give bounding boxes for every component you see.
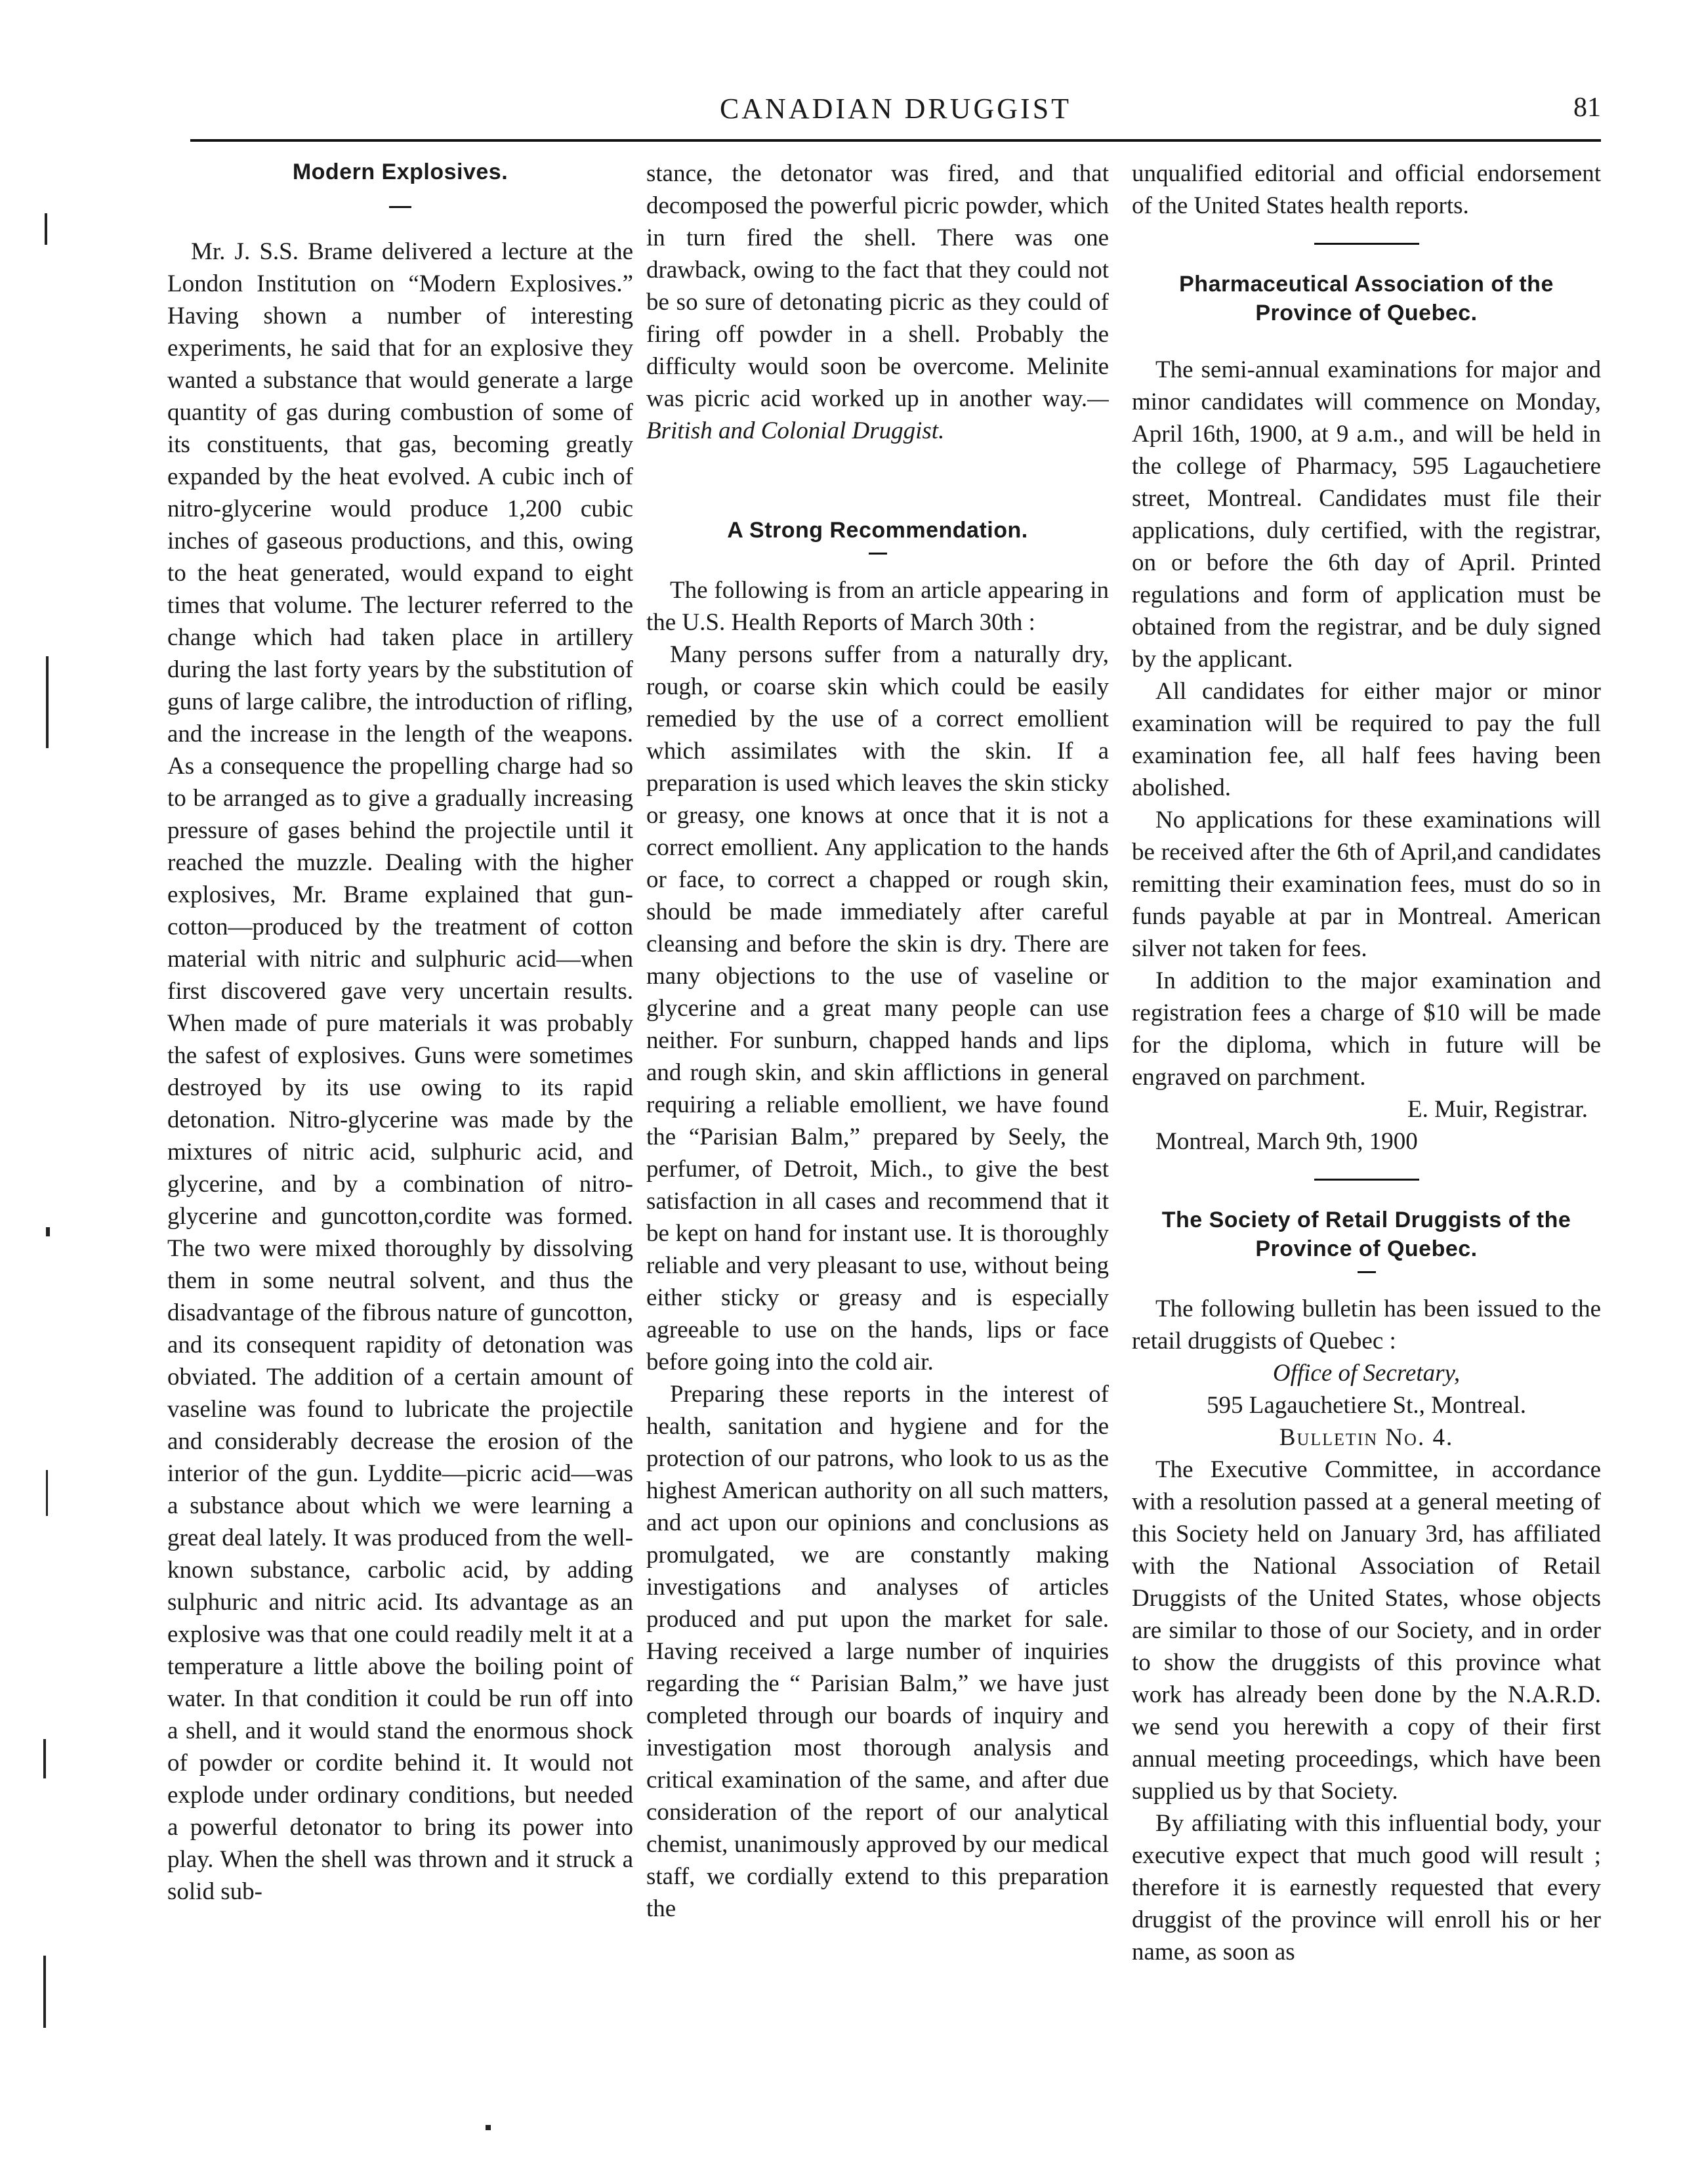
scan-mark [46,1227,50,1236]
article-heading-society-retail-druggists: The Society of Retail Druggists of the Province of Quebec. [1161,1208,1571,1261]
article-heading-modern-explosives: Modern Explosives. [292,159,509,184]
divider [1314,243,1419,245]
bulletin-line: Bulletin No. 4. [1279,1424,1454,1451]
paragraph: The semi-annual examinations for major and minor candidates will commence on Monday, April 16th, 1900, at 9 a.m., and will be held in the college of Pharmacy, 595 Lagauchetiere street, Montreal. Candidates must file their applications, duly certified, with the registrar, on or before the 6th day of April. Printed regulations and form of application must be obtained from the registrar, and be duly signed by the applicant. [1132,356,1601,673]
paragraph: No applications for these examinations will be received after the 6th of April,and candidates remitting their examination fees, must do so in funds payable at par in Montreal. American silver not taken for fees. [1132,807,1601,962]
column-1 [167,158,633,2139]
scan-mark [46,656,49,748]
paragraph: By affiliating with this influential body, your executive expect that much good will result ; therefore it is earnestly requested that every druggist of the province will enroll his or her name, as soon as [1132,1810,1601,1965]
header-rule [190,139,1601,142]
dateline: Montreal, March 9th, 1900 [1155,1128,1418,1155]
article-body: Mr. J. S.S. Brame delivered a lecture at the London Institution on “Modern Explosives.” Having shown a number of interesting experiments, he said that for an explosive they wanted a substance that would generate a large quantity of gas during combustion of some of its constituents, that gas, becoming greatly expanded by the heat evolved. A cubic inch of nitro-glycerine would produce 1,200 cubic inches of gaseous productions, and this, owing to the heat generated, would expand to eight times that volume. The lecturer referred to the change which had taken place in artillery during the last forty years by the substitution of guns of large calibre, the introduction of rifling, and the increase in the length of the weapons. As a consequence the propelling charge had so to be arranged as to give a gradually increasing pressure of gases behind the projectile until it reached the muzzle. Dealing with the higher explosives, Mr. Brame explained that gun-cotton—produced by the treatment of cotton material with nitric and sulphuric acid—when first discovered gave very uncertain results. When made of pure materials it was probably the safest of explosives. Guns were sometimes destroyed by its use owing to its rapid detonation. Nitro-glycerine was made by the mixtures of nitric acid, sulphuric acid, and glycerine, and by a combination of nitro-glycerine and guncotton,cordite was formed. The two were mixed thoroughly by dissolving them in some neutral solvent, and thus the disadvantage of the fibrous nature of guncotton, and its consequent rapidity of detonation was obviated. The addition of a certain amount of vaseline was found to lubricate the projectile and considerably decrease the erosion of the interior of the gun. Lyddite—picric acid—was a substance about which we were learning a great deal lately. It was produced from the well-known substance, carbolic acid, by adding sulphuric and nitric acid. Its advantage as an explosive was that one could readily melt it at a temperature a little above the boiling point of water. In that condition it could be run off into a shell, and it would stand the enormous shock of powder or cordite behind it. It would not explode under ordinary conditions, but needed a powerful detonator to bring its power into play. When the shell was thrown and it struck a solid sub- [167,238,633,1905]
column-3 [1132,158,1601,2139]
paragraph: The following bulletin has been issued to the retail druggists of Quebec : [1132,1295,1601,1354]
article-continuation [646,158,1109,447]
signature: E. Muir, Registrar. [1407,1096,1588,1123]
paragraph: The following is from an article appearing in the U.S. Health Reports of March 30th : [646,577,1109,636]
article-heading-pharmaceutical-association: Pharmaceutical Association of the Province of Quebec. [1179,272,1554,326]
divider [389,206,411,208]
scan-mark [45,213,47,245]
source-credit: —British and Colonial Druggist. [646,385,1109,444]
address-line: 595 Lagauchetiere St., Montreal. [1207,1392,1526,1419]
scan-mark [43,1739,46,1778]
office-line [1132,1357,1601,1389]
paragraph: In addition to the major examination and registration fees a charge of $10 will be made for the diploma, which in future will be engraved on parchment. [1132,967,1601,1091]
divider [869,553,887,555]
paragraph: Many persons suffer from a naturally dry, rough, or coarse skin which could be easily remedied by the use of a correct emollient which assimilates with the skin. If a preparation is used which leaves the skin sticky or greasy, one knows at once that it is not a correct emollient. Any application to the hands or face, to correct a chapped or rough skin, should be made immediately after careful cleansing and before the skin is dry. There are many objections to the use of vaseline or glycerine and a great many people can use neither. For sunburn, chapped hands and lips and rough skin, and skin afflictions in general requiring a reliable emollient, we have found the “Parisian Balm,” prepared by Seely, the perfumer, of Detroit, Mich., to give the best satisfaction in all cases and recommend that it be kept on hand for instant use. It is thoroughly reliable and very pleasant to use, without being either sticky or greasy and is especially agreeable to use on the hands, lips or face before going into the cold air. [646,641,1109,1376]
continuation-text: stance, the detonator was fired, and that decomposed the powerful picric powder, which in turn fired the shell. There was one drawback, owing to the fact that they could not be so sure of detonating picric as they could of firing off powder in a shell. Probably the difficulty would soon be overcome. Melinite was picric acid worked up in another way. [646,160,1109,412]
running-title: CANADIAN DRUGGIST [719,93,1072,125]
page-number: 81 [1573,93,1601,123]
scan-mark [43,1956,46,2028]
office-line-text: Office of Secretary, [1272,1360,1461,1387]
column-2 [646,158,1109,2139]
divider [1314,1179,1419,1181]
article-continuation: unqualified editorial and official endorsement of the United States health reports. [1132,160,1601,219]
paragraph: Preparing these reports in the interest of health, sanitation and hygiene and for the protection of our patrons, who look to us as the highest American authority on all such matters, and act upon our opinions and conclusions as promulgated, we are constantly making investigations and analyses of articles produced and put upon the market for sale. Having received a large number of inquiries regarding the “ Parisian Balm,” we have just completed through our boards of inquiry and investigation most thorough analysis and critical examination of the same, and after due consideration of the report of our analytical chemist, unanimously approved by our medical staff, we cordially extend to this preparation the [646,1381,1109,1922]
scan-mark [46,1470,48,1516]
paragraph: The Executive Committee, in accordance with a resolution passed at a general meeting of this Society held on January 3rd, has affiliated with the National Association of Retail Druggists of the United States, whose objects are similar to those of our Society, and in order to show the druggists of this province what work has already been done by the N.A.R.D. we send you herewith a copy of their first annual meeting proceedings, which have been supplied us by that Society. [1132,1456,1601,1805]
article-heading-strong-recommendation: A Strong Recommendation. [727,518,1028,543]
divider [1358,1271,1376,1273]
page-header [190,92,1601,134]
paragraph: All candidates for either major or minor examination will be required to pay the full examination fee, all half fees having been abolished. [1132,678,1601,801]
